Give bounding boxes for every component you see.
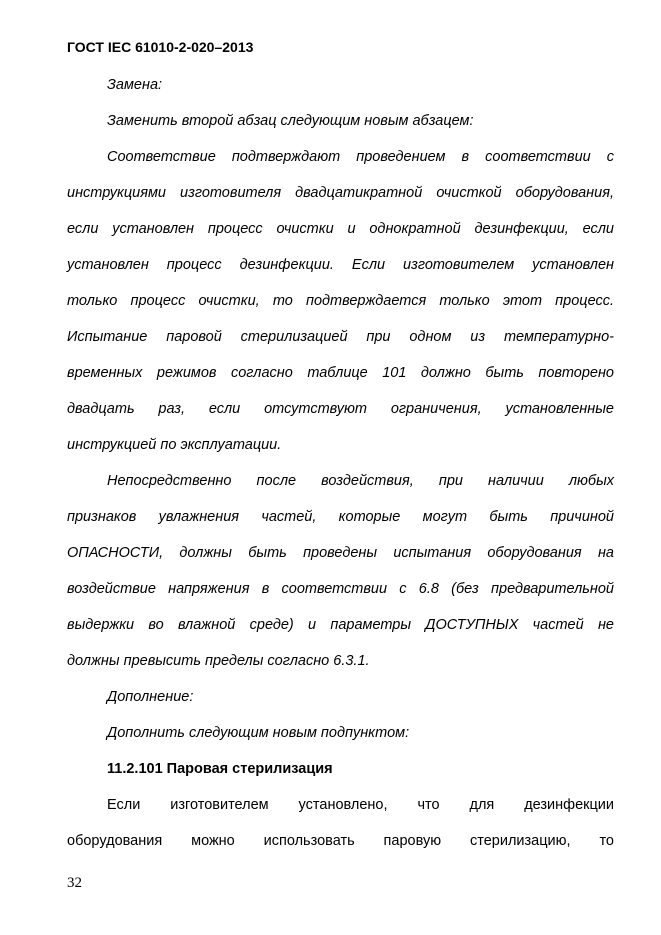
paragraph-line: Непосредственно после воздействия, при наличии любых: [107, 473, 614, 489]
paragraph-line: воздействие напряжения в соответствии с 6.8 (без предварительной: [67, 581, 614, 597]
amendment-label-addition: Дополнение:: [107, 689, 194, 705]
subclause-heading: 11.2.101 Паровая стерилизация: [107, 761, 333, 777]
document-header: ГОСТ IEC 61010-2-020–2013: [67, 39, 254, 55]
paragraph-line: Испытание паровой стерилизацией при одном из температурно-: [67, 329, 614, 345]
paragraph-line: только процесс очистки, то подтверждается только этот процесс.: [67, 293, 614, 309]
paragraph-line: ОПАСНОСТИ, должны быть проведены испытания оборудования на: [67, 545, 614, 561]
paragraph-line: если установлен процесс очистки и однократной дезинфекции, если: [67, 221, 614, 237]
amendment-label-replace: Замена:: [107, 77, 163, 93]
paragraph-line: Соответствие подтверждают проведением в соответствии с: [107, 149, 614, 165]
page-number: 32: [67, 875, 82, 891]
paragraph-line: оборудования можно использовать паровую стерилизацию, то: [67, 833, 614, 849]
amendment-instruction-replace: Заменить второй абзац следующим новым абзацем:: [107, 113, 474, 129]
paragraph-line: Если изготовителем установлено, что для дезинфекции: [107, 797, 614, 813]
paragraph-line: выдержки во влажной среде) и параметры ДОСТУПНЫХ частей не: [67, 617, 614, 633]
document-body: [67, 67, 614, 859]
paragraph-line: признаков увлажнения частей, которые могут быть причиной: [67, 509, 614, 525]
paragraph-line: двадцать раз, если отсутствуют ограничения, установленные: [67, 401, 614, 417]
paragraph-line: временных режимов согласно таблице 101 должно быть повторено: [67, 365, 614, 381]
paragraph-line-last: должны превысить пределы согласно 6.3.1.: [67, 653, 370, 669]
paragraph-line-last: инструкцией по эксплуатации.: [67, 437, 282, 453]
paragraph-line: установлен процесс дезинфекции. Если изготовителем установлен: [67, 257, 614, 273]
paragraph-line: инструкциями изготовителя двадцатикратной очисткой оборудования,: [67, 185, 614, 201]
amendment-instruction-addition: Дополнить следующим новым подпунктом:: [107, 725, 410, 741]
